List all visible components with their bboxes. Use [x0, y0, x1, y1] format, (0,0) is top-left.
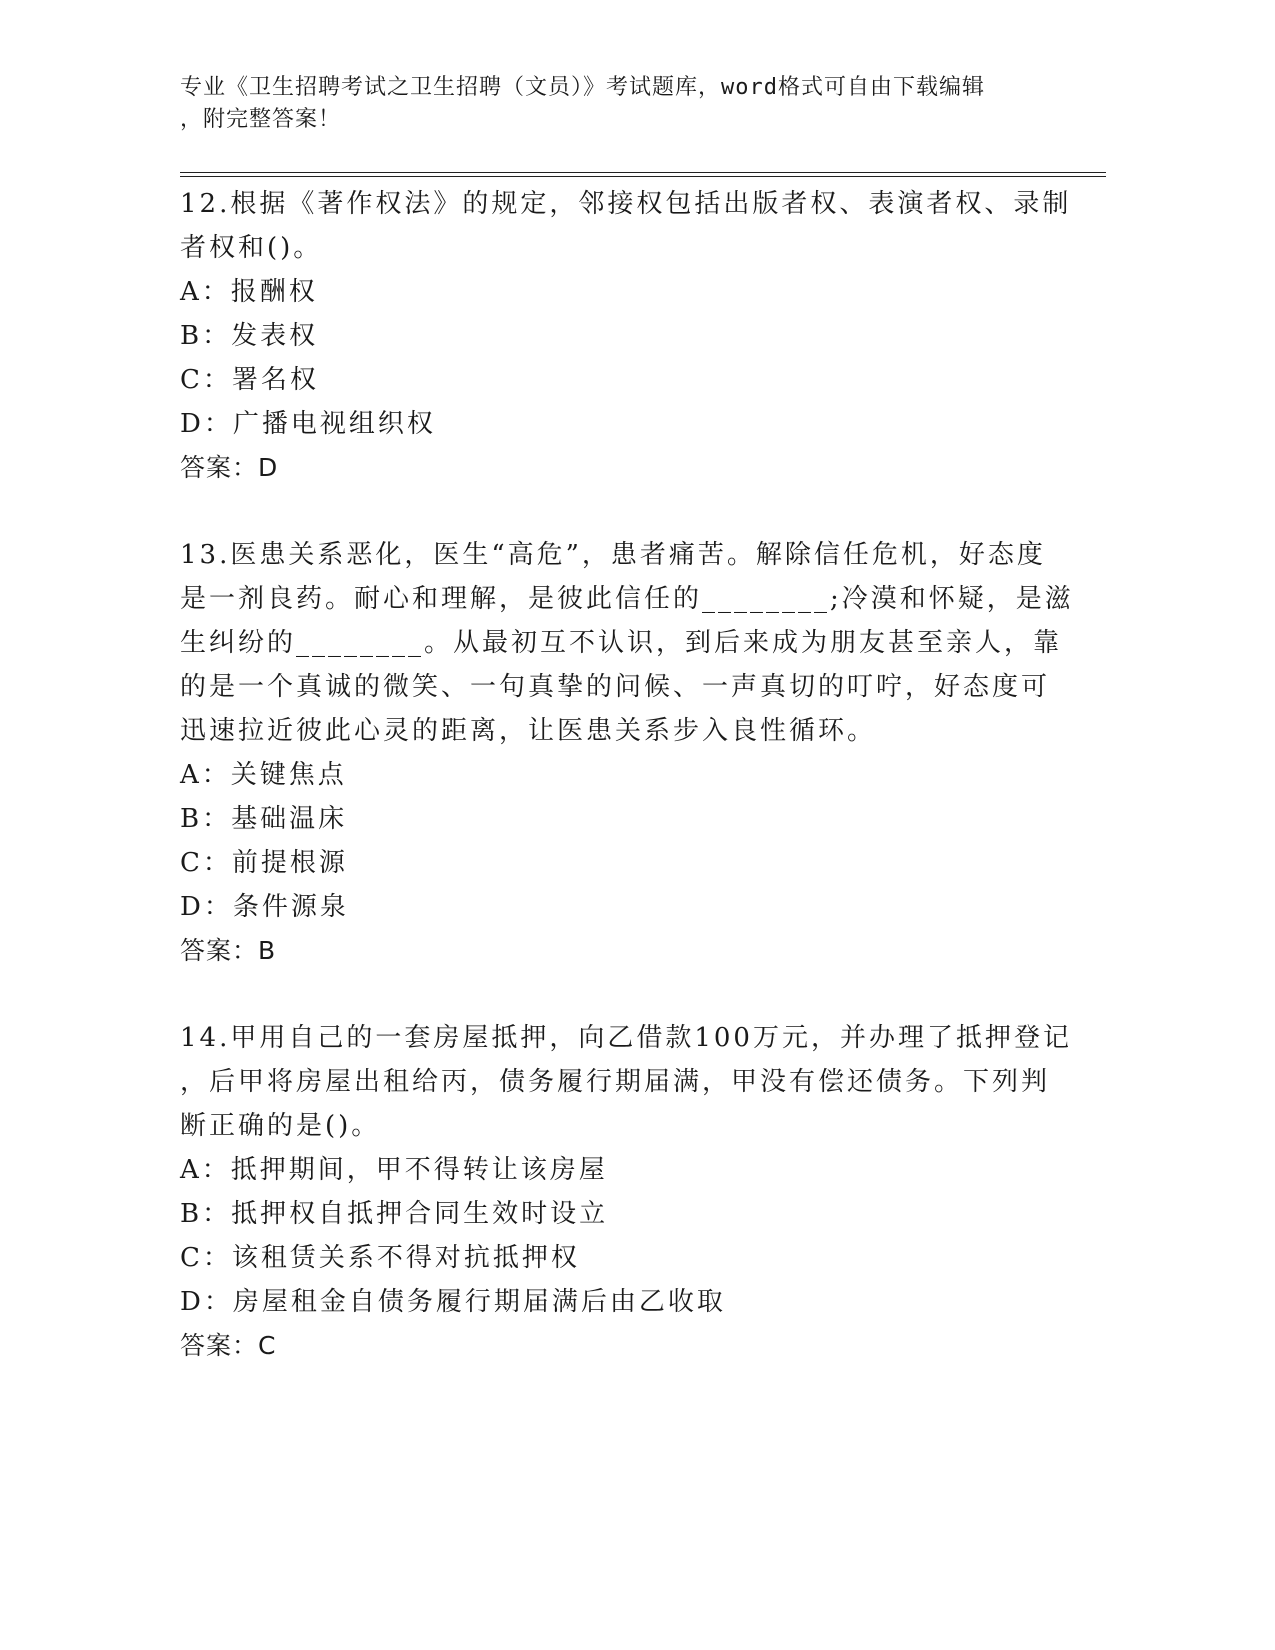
question-text-line: 生纠纷的________。从最初互不认识，到后来成为朋友甚至亲人，靠	[180, 628, 1063, 658]
option-b: B：发表权	[180, 321, 319, 351]
option-b: B：抵押权自抵押合同生效时设立	[180, 1199, 609, 1229]
option-b: B：基础温床	[180, 804, 348, 834]
answer-line: 答案：D	[180, 453, 279, 482]
header-line: 专业《卫生招聘考试之卫生招聘（文员）》考试题库，word格式可自由下载编辑	[180, 75, 985, 100]
question-text-line: 断正确的是()。	[180, 1111, 381, 1141]
option-d: D：广播电视组织权	[180, 409, 436, 439]
option-a: A：抵押期间，甲不得转让该房屋	[180, 1155, 608, 1185]
question-14	[180, 1016, 1080, 1368]
question-text-line: 迅速拉近彼此心灵的距离，让医患关系步入良性循环。	[180, 716, 877, 746]
option-d: D：房屋租金自债务履行期届满后由乙收取	[180, 1287, 726, 1317]
option-c: C：署名权	[180, 365, 319, 395]
answer-line: 答案：C	[180, 1331, 277, 1360]
question-text-line: 者权和()。	[180, 233, 323, 263]
question-list	[180, 182, 1080, 1368]
option-c: C：前提根源	[180, 848, 348, 878]
question-text-line: 14.甲用自己的一套房屋抵押，向乙借款100万元，并办理了抵押登记	[180, 1023, 1072, 1053]
question-13	[180, 533, 1080, 973]
document-header	[180, 72, 1040, 136]
header-rule-bottom	[180, 176, 1106, 177]
question-text-line: 13.医患关系恶化，医生“高危”，患者痛苦。解除信任危机，好态度	[180, 540, 1046, 570]
question-12	[180, 182, 1080, 490]
question-text-line: 的是一个真诚的微笑、一句真挚的问候、一声真切的叮咛，好态度可	[180, 672, 1051, 702]
question-text-line: ，后甲将房屋出租给丙，债务履行期届满，甲没有偿还债务。下列判	[180, 1067, 1051, 1097]
header-line: ，附完整答案！	[180, 107, 342, 132]
option-a: A：报酬权	[180, 277, 318, 307]
option-c: C：该租赁关系不得对抗抵押权	[180, 1243, 580, 1273]
answer-line: 答案：B	[180, 936, 277, 965]
header-rule-top	[180, 172, 1106, 173]
question-text-line: 12.根据《著作权法》的规定，邻接权包括出版者权、表演者权、录制	[180, 189, 1072, 219]
option-a: A：关键焦点	[180, 760, 347, 790]
option-d: D：条件源泉	[180, 892, 349, 922]
question-text-line: 是一剂良药。耐心和理解，是彼此信任的________;冷漠和怀疑，是滋	[180, 584, 1074, 614]
